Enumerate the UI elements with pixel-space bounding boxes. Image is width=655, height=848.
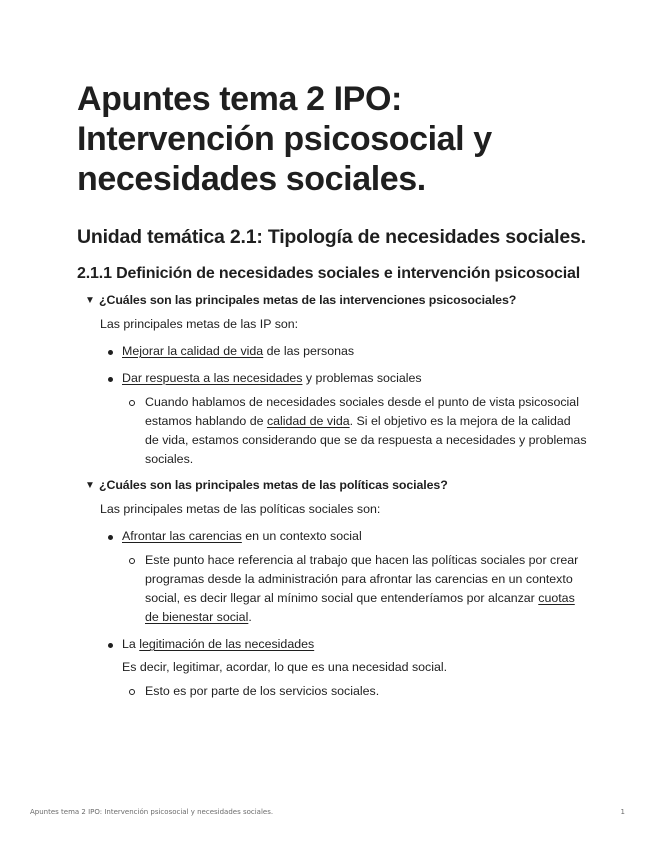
list-item-text: y problemas sociales bbox=[302, 371, 422, 385]
document-page bbox=[77, 79, 587, 701]
list-item bbox=[100, 369, 587, 469]
toggle-header[interactable] bbox=[85, 477, 587, 494]
sub-list-text: Cuando hablamos de necesidades sociales desde el punto de vista psicosocial estamos hablando de bbox=[145, 395, 579, 428]
toggle-question: ¿Cuáles son las principales metas de las políticas sociales? bbox=[99, 478, 448, 492]
bullet-list bbox=[100, 527, 587, 701]
underlined-text: Afrontar las carencias bbox=[122, 529, 242, 543]
toggle-policy-goals bbox=[85, 477, 587, 701]
sub-bullet-list bbox=[122, 682, 587, 701]
toggle-content bbox=[100, 500, 587, 701]
triangle-down-icon[interactable]: ▼ bbox=[85, 480, 95, 491]
bullet-list bbox=[100, 342, 587, 469]
page-number: 1 bbox=[620, 808, 625, 816]
list-item bbox=[100, 342, 587, 361]
sub-list-text: Este punto hace referencia al trabajo que hacen las políticas sociales por crear programas desde la administración para afrontar las carencias en un contexto social, es decir llegar al mínimo social que entenderíamos por alcanzar bbox=[145, 553, 579, 605]
underlined-text: legitimación de las necesidades bbox=[139, 637, 315, 651]
paragraph: Es decir, legitimar, acordar, lo que es una necesidad social. bbox=[122, 660, 448, 674]
list-item-text: de las personas bbox=[263, 344, 355, 358]
page-title: Apuntes tema 2 IPO: Intervención psicosocial y necesidades sociales. bbox=[77, 80, 492, 198]
underlined-text: cuotas de bienestar social bbox=[145, 591, 575, 624]
toggle-content bbox=[100, 315, 587, 469]
sub-bullet-list bbox=[122, 551, 587, 627]
list-item bbox=[100, 527, 587, 627]
list-item bbox=[100, 635, 587, 701]
list-item-text: en un contexto social bbox=[241, 529, 362, 543]
unit-heading: Unidad temática 2.1: Tipología de necesidades sociales. bbox=[77, 226, 586, 248]
sub-bullet-list bbox=[122, 393, 587, 469]
underlined-text: calidad de vida bbox=[266, 414, 350, 428]
toggle-ip-goals bbox=[85, 292, 587, 469]
page-footer: Apuntes tema 2 IPO: Intervención psicosocial y necesidades sociales. bbox=[30, 808, 274, 816]
sub-list-item bbox=[122, 551, 587, 627]
section-heading: 2.1.1 Definición de necesidades sociales e intervención psicosocial bbox=[77, 265, 581, 282]
toggle-header[interactable] bbox=[85, 292, 587, 309]
sub-list-item: Esto es por parte de los servicios sociales. bbox=[122, 682, 587, 701]
sub-list-text: . Si el objetivo es la mejora de la calidad de vida, estamos considerando que se da respuesta a necesidades y problemas sociales. bbox=[145, 414, 587, 466]
list-item-text: La bbox=[122, 637, 140, 651]
sub-list-text: . bbox=[248, 610, 252, 624]
triangle-down-icon[interactable]: ▼ bbox=[85, 295, 95, 306]
toggle-question: ¿Cuáles son las principales metas de las intervenciones psicosociales? bbox=[99, 293, 517, 307]
paragraph: Las principales metas de las IP son: bbox=[100, 317, 299, 331]
underlined-text: Mejorar la calidad de vida bbox=[122, 344, 264, 358]
sub-list-item bbox=[122, 393, 587, 469]
paragraph: Las principales metas de las políticas sociales son: bbox=[100, 502, 381, 516]
underlined-text: Dar respuesta a las necesidades bbox=[122, 371, 303, 385]
